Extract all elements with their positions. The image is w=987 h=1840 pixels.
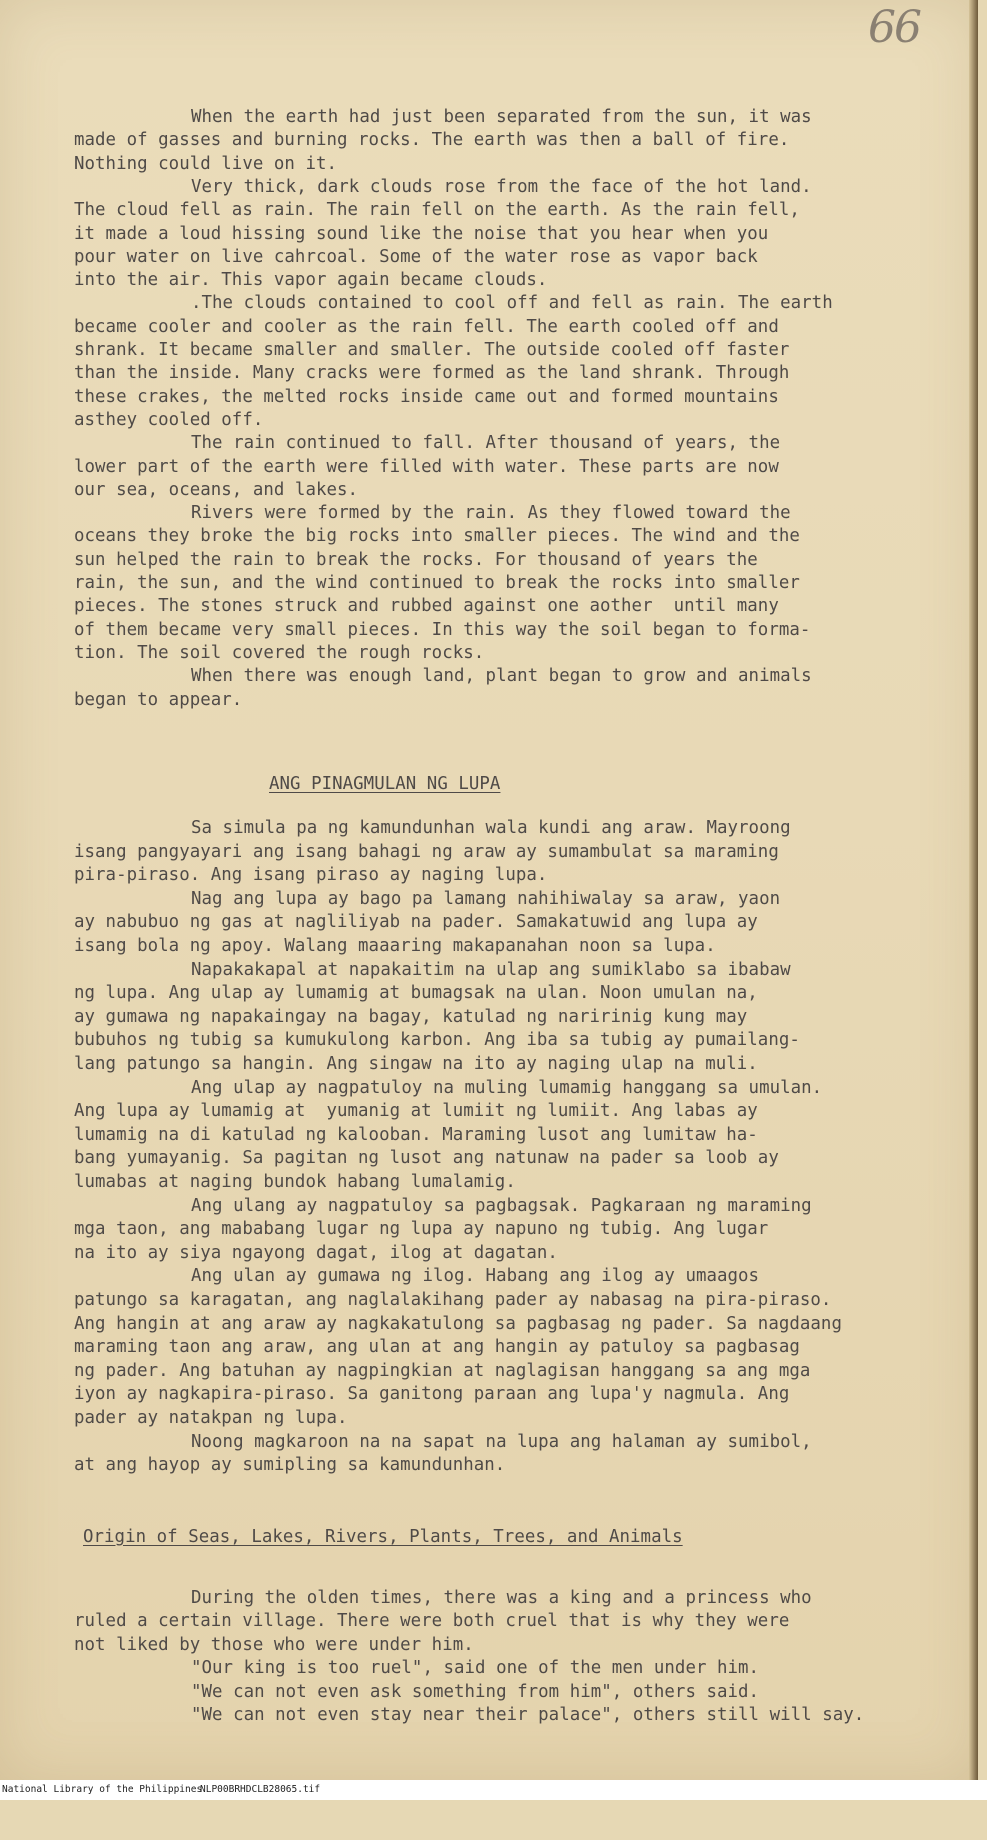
english-line: than the inside. Many cracks were formed as the land shrank. Through bbox=[74, 363, 790, 383]
english-line: When the earth had just been separated from the sun, it was bbox=[191, 107, 812, 127]
story-line: "We can not even ask something from him", others said. bbox=[191, 1682, 760, 1702]
footer-filename: NLP00BRHDCLB28065.tif bbox=[200, 1784, 321, 1795]
tagalog-line: bubuhos ng tubig sa kumukulong karbon. Ang iba sa tubig ay pumailang- bbox=[74, 1030, 800, 1050]
tagalog-line: ng pader. Ang batuhan ay nagpingkian at naglagisan hanggang sa ang mga bbox=[74, 1361, 811, 1381]
tagalog-line: Ang hangin at ang araw ay nagkakatulong sa pagbasag ng pader. Sa nagdaang bbox=[74, 1314, 842, 1334]
page-edge-shadow bbox=[969, 0, 978, 1780]
english-line: rain, the sun, and the wind continued to break the rocks into smaller bbox=[74, 573, 800, 593]
story-heading: Origin of Seas, Lakes, Rivers, Plants, Trees, and Animals bbox=[83, 1527, 683, 1547]
english-line: oceans they broke the big rocks into smaller pieces. The wind and the bbox=[74, 526, 800, 546]
english-line: these crakes, the melted rocks inside came out and formed mountains bbox=[74, 387, 779, 407]
english-line: into the air. This vapor again became clouds. bbox=[74, 270, 548, 290]
english-line: pieces. The stones struck and rubbed against one aother until many bbox=[74, 596, 779, 616]
tagalog-line: pira-piraso. Ang isang piraso ay naging lupa. bbox=[74, 865, 548, 885]
tagalog-line: maraming taon ang araw, ang ulan at ang hangin ay patuloy sa pagbasag bbox=[74, 1337, 800, 1357]
tagalog-line: lang patungo sa hangin. Ang singaw na ito ay naging ulap na muli. bbox=[74, 1054, 758, 1074]
tagalog-line: patungo sa karagatan, ang naglalakihang pader ay nabasag na pira-piraso. bbox=[74, 1290, 832, 1310]
english-line: began to appear. bbox=[74, 690, 243, 710]
tagalog-line: isang bola ng apoy. Walang maaaring makapanahan noon sa lupa. bbox=[74, 936, 716, 956]
english-line: The cloud fell as rain. The rain fell on the earth. As the rain fell, bbox=[74, 200, 800, 220]
page-number: 66 bbox=[868, 2, 920, 53]
tagalog-line: at ang hayop ay sumipling sa kamundunhan. bbox=[74, 1455, 506, 1475]
tagalog-line: pader ay natakpan ng lupa. bbox=[74, 1408, 348, 1428]
english-line: sun helped the rain to break the rocks. For thousand of years the bbox=[74, 550, 758, 570]
english-line: Nothing could live on it. bbox=[74, 154, 338, 174]
tagalog-line: mga taon, ang mababang lugar ng lupa ay napuno ng tubig. Ang lugar bbox=[74, 1219, 769, 1239]
english-line: When there was enough land, plant began to grow and animals bbox=[191, 666, 812, 686]
story-line: ruled a certain village. There were both cruel that is why they were bbox=[74, 1611, 790, 1631]
tagalog-line: Napakakapal at napakaitim na ulap ang sumiklabo sa ibabaw bbox=[191, 960, 791, 980]
english-line: became cooler and cooler as the rain fell. The earth cooled off and bbox=[74, 317, 779, 337]
story-line: "We can not even stay near their palace", others still will say. bbox=[191, 1705, 865, 1725]
english-line: shrank. It became smaller and smaller. The outside cooled off faster bbox=[74, 340, 790, 360]
tagalog-line: lumamig na di katulad ng kalooban. Maraming lusot ang lumitaw ha- bbox=[74, 1125, 758, 1145]
tagalog-line: Nag ang lupa ay bago pa lamang nahihiwalay sa araw, yaon bbox=[191, 889, 781, 909]
footer-institution: National Library of the Philippines bbox=[2, 1784, 203, 1795]
tagalog-heading: ANG PINAGMULAN NG LUPA bbox=[269, 774, 501, 794]
english-line: pour water on live cahrcoal. Some of the water rose as vapor back bbox=[74, 247, 758, 267]
english-line: lower part of the earth were filled with water. These parts are now bbox=[74, 457, 779, 477]
tagalog-line: ng lupa. Ang ulap ay lumamig at bumagsak na ulan. Noon umulan na, bbox=[74, 983, 758, 1003]
tagalog-line: Ang ulan ay gumawa ng ilog. Habang ang ilog ay umaagos bbox=[191, 1266, 760, 1286]
tagalog-line: isang pangyayari ang isang bahagi ng araw ay sumambulat sa maraming bbox=[74, 842, 779, 862]
english-line: made of gasses and burning rocks. The earth was then a ball of fire. bbox=[74, 130, 790, 150]
tagalog-line: na ito ay siya ngayong dagat, ilog at dagatan. bbox=[74, 1243, 558, 1263]
tagalog-line: Ang ulang ay nagpatuloy sa pagbagsak. Pagkaraan ng maraming bbox=[191, 1196, 812, 1216]
english-line: asthey cooled off. bbox=[74, 410, 264, 430]
tagalog-line: Sa simula pa ng kamundunhan wala kundi ang araw. Mayroong bbox=[191, 818, 791, 838]
tagalog-line: bang yumayanig. Sa pagitan ng lusot ang natunaw na pader sa loob ay bbox=[74, 1148, 779, 1168]
tagalog-line: ay gumawa ng napakaingay na bagay, katulad ng naririnig kung may bbox=[74, 1007, 748, 1027]
tagalog-line: iyon ay nagkapira-piraso. Sa ganitong paraan ang lupa'y nagmula. Ang bbox=[74, 1384, 790, 1404]
english-line: .The clouds contained to cool off and fell as rain. The earth bbox=[191, 293, 833, 313]
english-line: Rivers were formed by the rain. As they flowed toward the bbox=[191, 503, 791, 523]
english-line: The rain continued to fall. After thousand of years, the bbox=[191, 433, 781, 453]
tagalog-line: lumabas at naging bundok habang lumalamig. bbox=[74, 1172, 516, 1192]
english-line: tion. The soil covered the rough rocks. bbox=[74, 643, 485, 663]
story-line: "Our king is too ruel", said one of the men under him. bbox=[191, 1658, 760, 1678]
tagalog-line: Noong magkaroon na na sapat na lupa ang halaman ay sumibol, bbox=[191, 1432, 812, 1452]
english-line: it made a loud hissing sound like the noise that you hear when you bbox=[74, 224, 769, 244]
story-line: During the olden times, there was a king and a princess who bbox=[191, 1588, 812, 1608]
tagalog-line: Ang lupa ay lumamig at yumanig at lumiit ng lumiit. Ang labas ay bbox=[74, 1101, 758, 1121]
story-line: not liked by those who were under him. bbox=[74, 1635, 474, 1655]
tagalog-line: Ang ulap ay nagpatuloy na muling lumamig hanggang sa umulan. bbox=[191, 1078, 823, 1098]
english-line: Very thick, dark clouds rose from the face of the hot land. bbox=[191, 177, 812, 197]
tagalog-line: ay nabubuo ng gas at nagliliyab na pader. Samakatuwid ang lupa ay bbox=[74, 912, 758, 932]
scan-footer bbox=[0, 1780, 987, 1800]
english-line: of them became very small pieces. In this way the soil began to forma- bbox=[74, 620, 811, 640]
english-line: our sea, oceans, and lakes. bbox=[74, 480, 359, 500]
